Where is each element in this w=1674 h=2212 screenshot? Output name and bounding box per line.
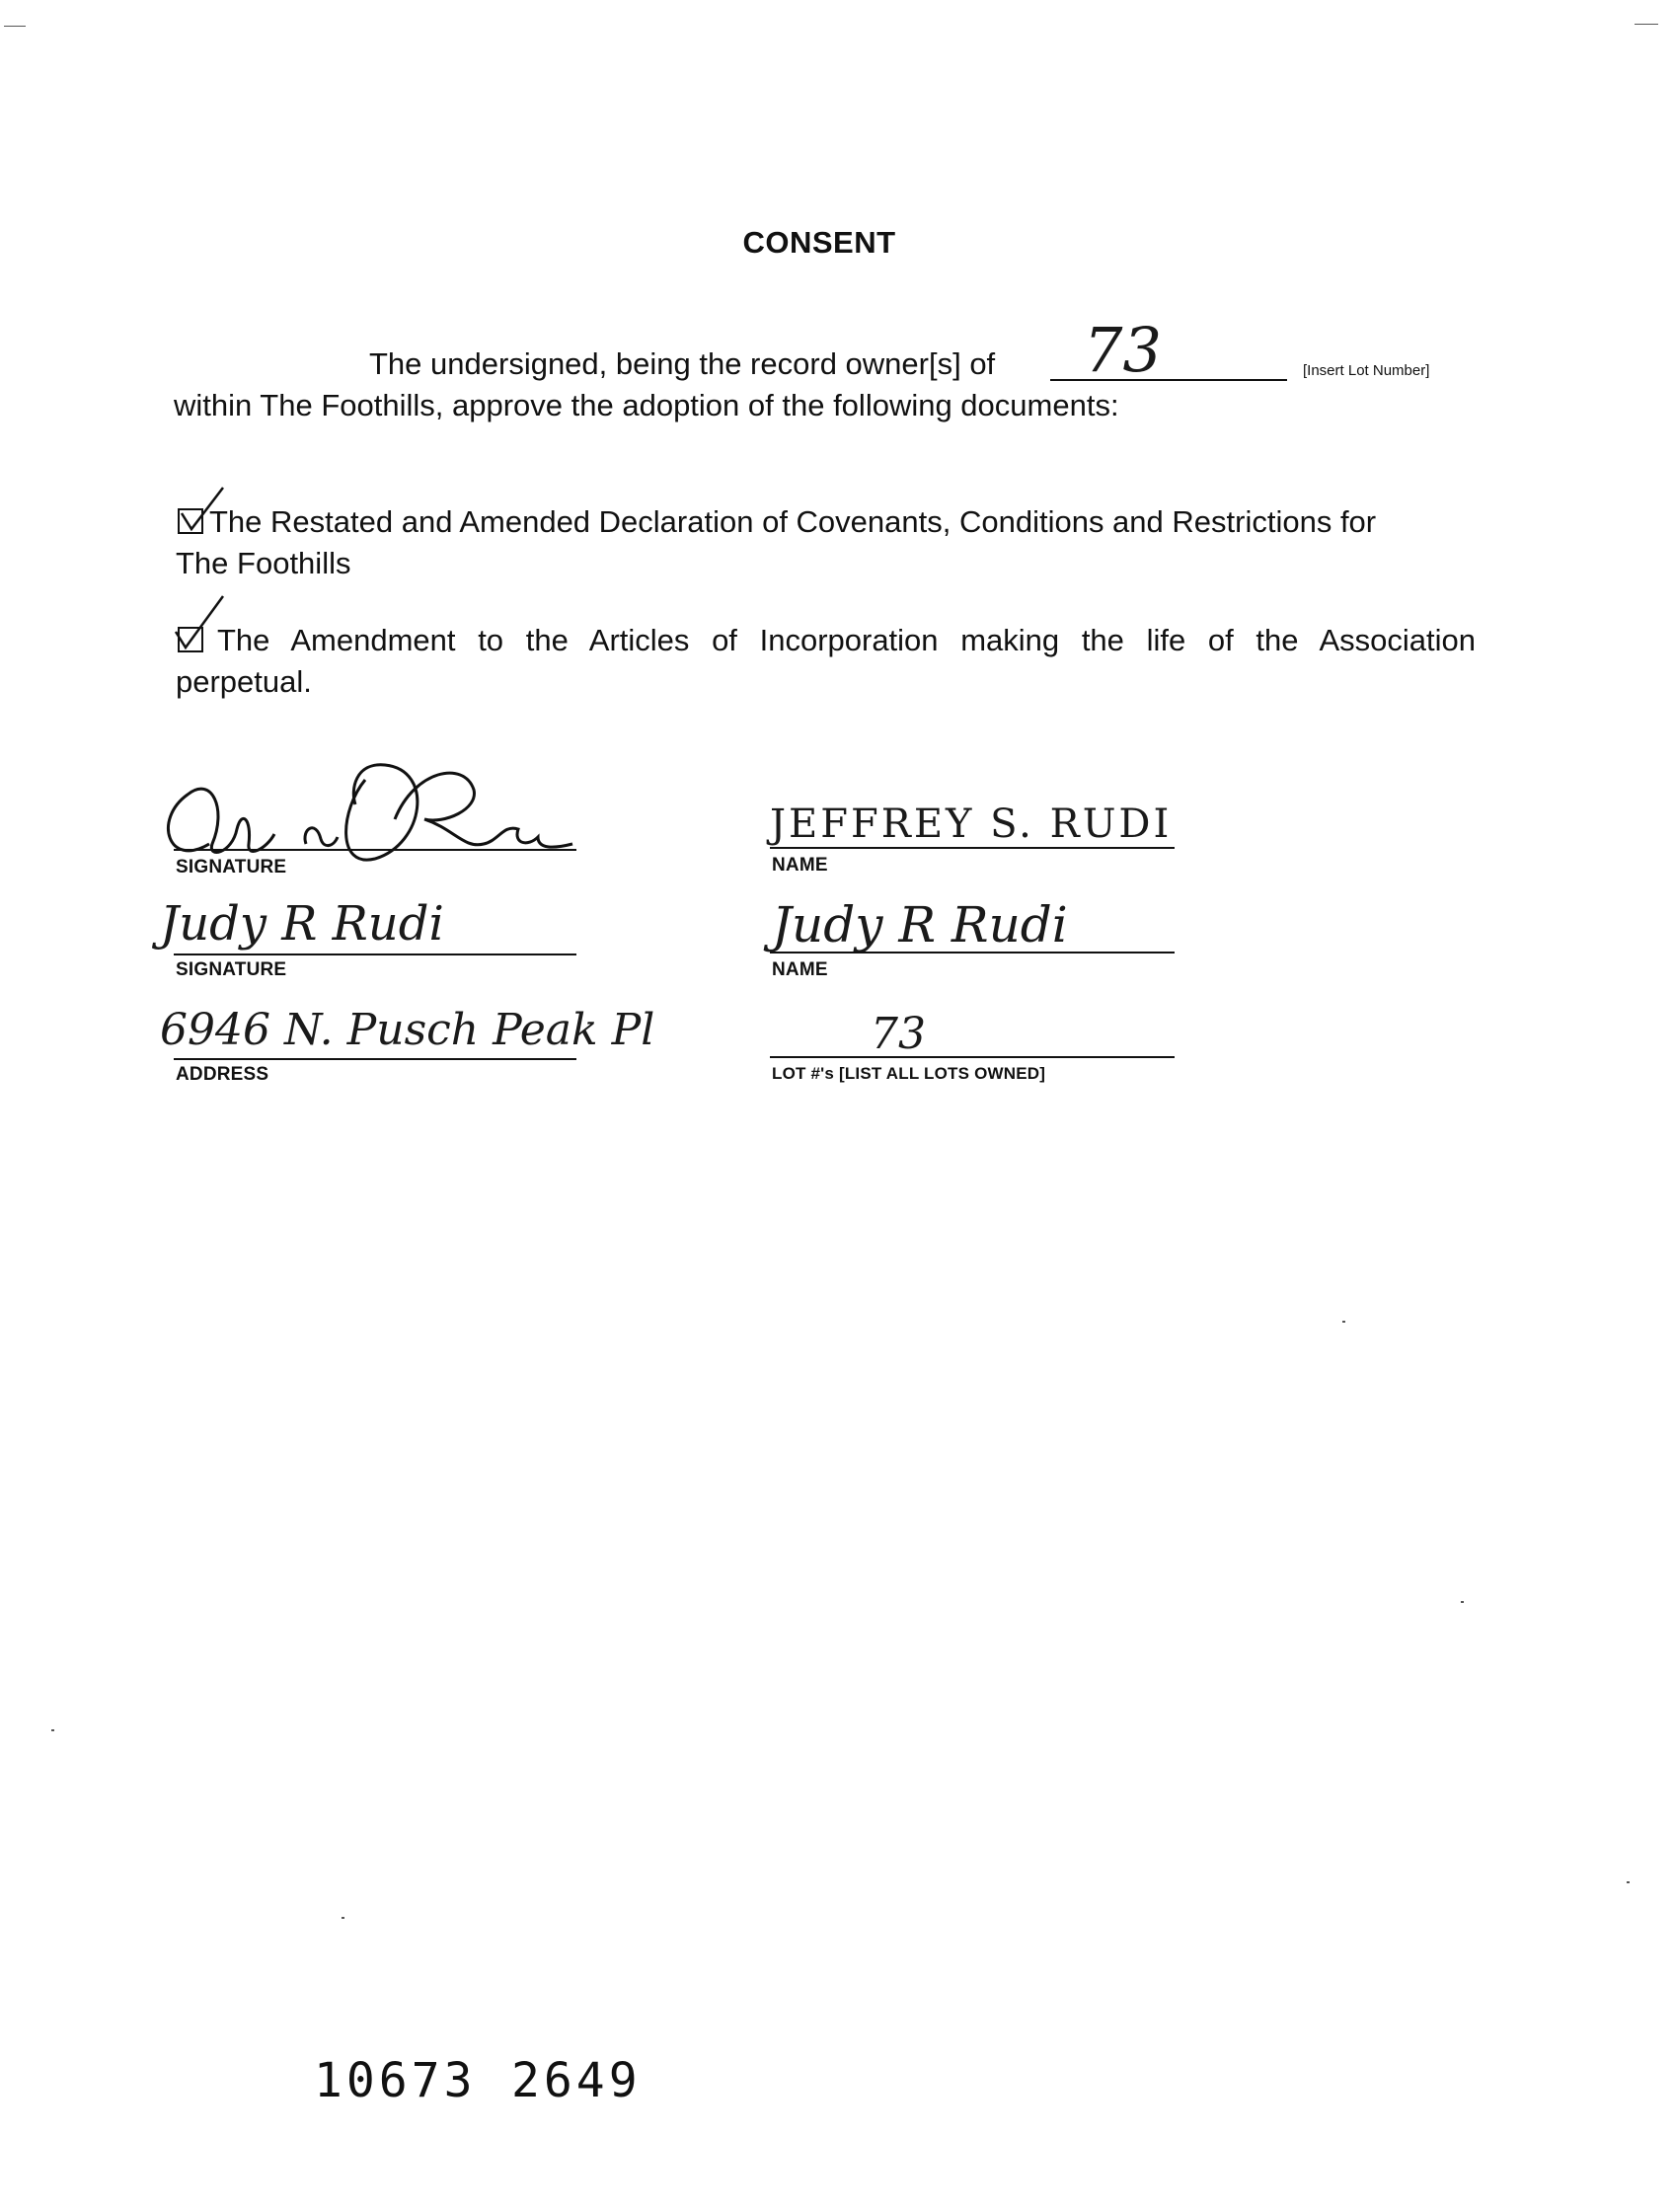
owner1-name-handwritten: JEFFREY S. RUDI xyxy=(770,801,1173,847)
lot-number-handwritten: 73 xyxy=(1084,314,1162,386)
owner2-name-handwritten: Judy R Rudi xyxy=(772,896,1068,953)
owner1-signature-label: SIGNATURE xyxy=(176,857,287,877)
lots-label: LOT #'s [LIST ALL LOTS OWNED] xyxy=(772,1064,1046,1083)
owner2-signature-line xyxy=(174,953,576,955)
doc1-text-line-1: The Restated and Amended Declaration of Covenants, Conditions and Restrictions for xyxy=(209,504,1377,539)
scan-speck xyxy=(1342,1321,1345,1323)
doc2-text-line-1: The Amendment to the Articles of Incorporation making the life of the Association xyxy=(217,623,1476,657)
owner1-name-label: NAME xyxy=(772,855,828,876)
scan-mark xyxy=(1635,24,1658,25)
address-label: ADDRESS xyxy=(176,1064,269,1085)
owner1-name-line xyxy=(770,847,1175,849)
owner1-signature-line xyxy=(174,849,576,851)
intro-line-1 xyxy=(369,343,995,385)
scan-speck xyxy=(51,1729,54,1731)
recording-book-number: 10673 xyxy=(314,2053,477,2108)
intro-line-2: within The Foothills, approve the adoption of the following documents: xyxy=(174,388,1119,422)
scan-speck xyxy=(1461,1601,1464,1603)
owner2-name-line xyxy=(770,952,1175,953)
owner2-name-label: NAME xyxy=(772,959,828,980)
scan-speck xyxy=(342,1917,344,1919)
scan-speck xyxy=(1627,1881,1630,1883)
doc2-text-line-2: perpetual. xyxy=(176,664,312,699)
address-handwritten: 6946 N. Pusch Peak Pl xyxy=(160,1005,655,1055)
address-line xyxy=(174,1058,576,1060)
scan-mark xyxy=(4,26,26,27)
insert-lot-hint: [Insert Lot Number] xyxy=(1303,362,1430,379)
lots-line xyxy=(770,1056,1175,1058)
doc1-text-line-2: The Foothills xyxy=(176,546,351,580)
intro-text: The undersigned, being the record owner[s] of xyxy=(369,346,996,381)
lots-handwritten: 73 xyxy=(871,1009,926,1059)
recording-page-number: 2649 xyxy=(511,2053,642,2108)
owner2-signature: Judy R Rudi xyxy=(160,896,444,952)
owner2-signature-label: SIGNATURE xyxy=(176,959,287,980)
page-title: CONSENT xyxy=(742,225,896,260)
